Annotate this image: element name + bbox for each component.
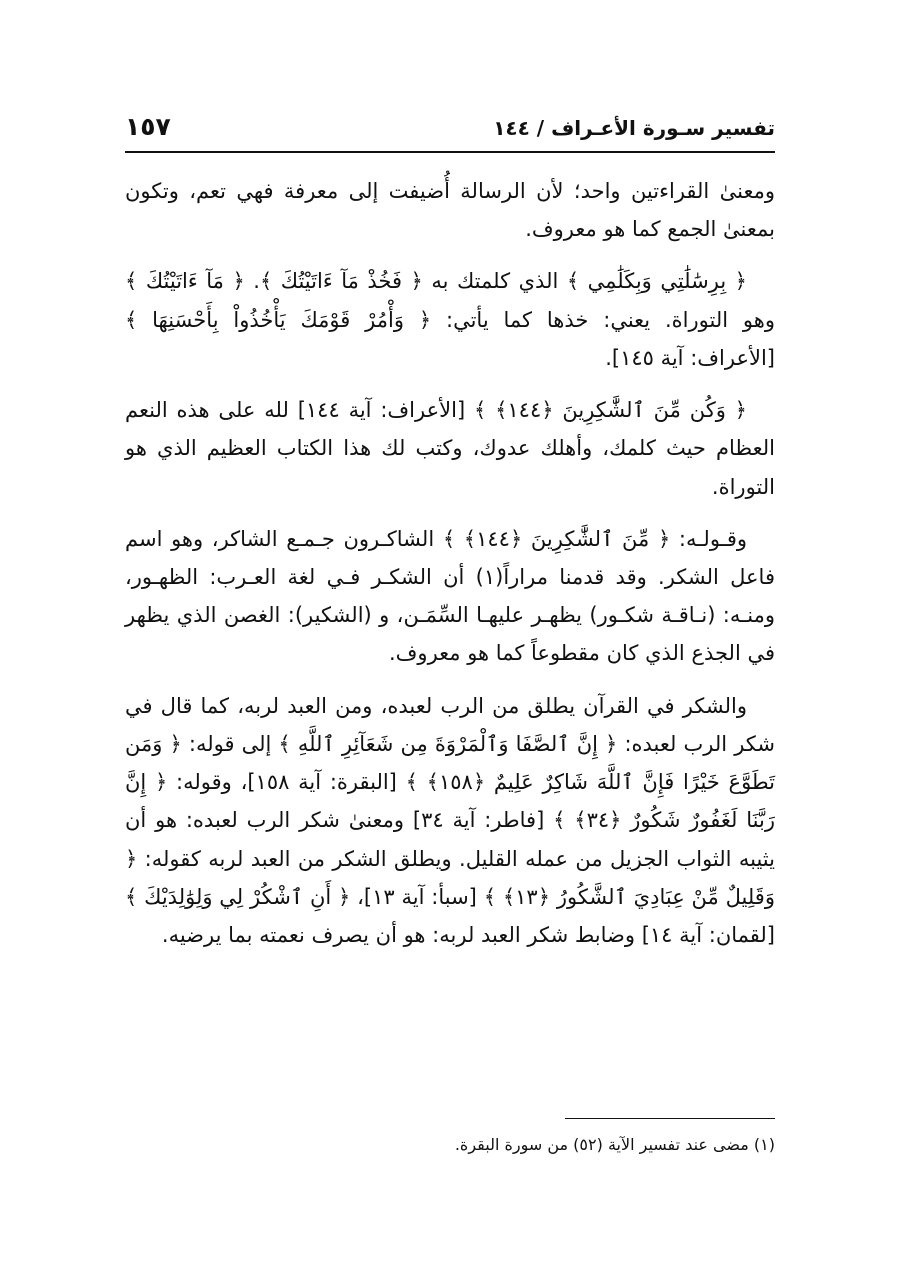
paragraph-2: ﴿ بِرِسَٰلَٰتِي وَبِكَلَٰمِي ﴾ الذي كلمتك به ﴿ فَخُذْ مَآ ءَاتَيْتُكَ ﴾. ﴿ مَآ ءَاتَيْتُكَ ﴾ وهو التوراة. يعني: خذها كما يأتي: ﴿ وَأْمُرْ قَوْمَكَ يَأْخُذُواْ بِأَحْسَنِهَا ﴾ [الأعراف: آية ١٤٥]. — [125, 269, 775, 370]
page-number: ١٥٧ — [125, 112, 171, 141]
paragraph-5: والشكر في القرآن يطلق من الرب لعبده، ومن العبد لربه، كما قال في شكر الرب لعبده: ﴿ إِنَّ ٱلصَّفَا وَٱلْمَرْوَةَ مِن شَعَآئِرِ ٱللَّهِ ﴾ إلى قوله: ﴿ وَمَن تَطَوَّعَ خَيْرًا فَإِنَّ ٱللَّهَ شَاكِرٌ عَلِيمٌ ﴿١٥٨﴾ ﴾ [البقرة: آية ١٥٨]، وقوله: ﴿ إِنَّ رَبَّنَا لَغَفُورٌ شَكُورٌ ﴿٣٤﴾ ﴾ [فاطر: آية ٣٤] ومعنىٰ شكر الرب لعبده: هو أن يثيبه الثواب الجزيل من عمله القليل. ويطلق الشكر من العبد لربه كقوله: ﴿ وَقَلِيلٌ مِّنْ عِبَادِيَ ٱلشَّكُورُ ﴿١٣﴾ ﴾ [سبأ: آية ١٣]، ﴿ أَنِ ٱشْكُرْ لِي وَلِوَٰلِدَيْكَ ﴾ [لقمان: آية ١٤] وضابط شكر العبد لربه: هو أن يصرف نعمته بما يرضيه. — [125, 693, 775, 947]
paragraph-3: ﴿ وَكُن مِّنَ ٱلشَّٰكِرِينَ ﴿١٤٤﴾ ﴾ [الأعراف: آية ١٤٤] لله على هذه النعم العظام حيث كلمك، وأهلك عدوك، وكتب لك هذا الكتاب العظيم الذي هو التوراة. — [125, 398, 775, 499]
footnote: (١) مضى عند تفسير الآية (٥٢) من سورة البقرة. — [454, 1135, 775, 1154]
paragraph-4: وقـولـه: ﴿ مِّنَ ٱلشَّٰكِرِينَ ﴿١٤٤﴾ ﴾ الشاكـرون جـمـع الشاكر، وهو اسم فاعل الشكر. وقد قدمنا مراراً(١) أن الشكـر فـي لغة العـرب: الظهـور، ومنـه: (نـاقـة شكـور) يظهـر عليهـا السِّمَـن، و (الشكير): الغصن الذي يظهر في الجذع الذي كان مقطوعاً كما هو معروف. — [125, 526, 775, 666]
body-text — [125, 172, 775, 968]
header-rule — [125, 151, 775, 153]
footnote-rule — [565, 1118, 775, 1119]
paragraph-1: ومعنىٰ القراءتين واحد؛ لأن الرسالة أُضيفت إلى معرفة فهي تعم، وتكون بمعنىٰ الجمع كما هو معروف. — [125, 179, 775, 242]
running-title: تفسير سـورة الأعـراف / ١٤٤ — [493, 116, 775, 140]
page-header — [125, 112, 775, 150]
